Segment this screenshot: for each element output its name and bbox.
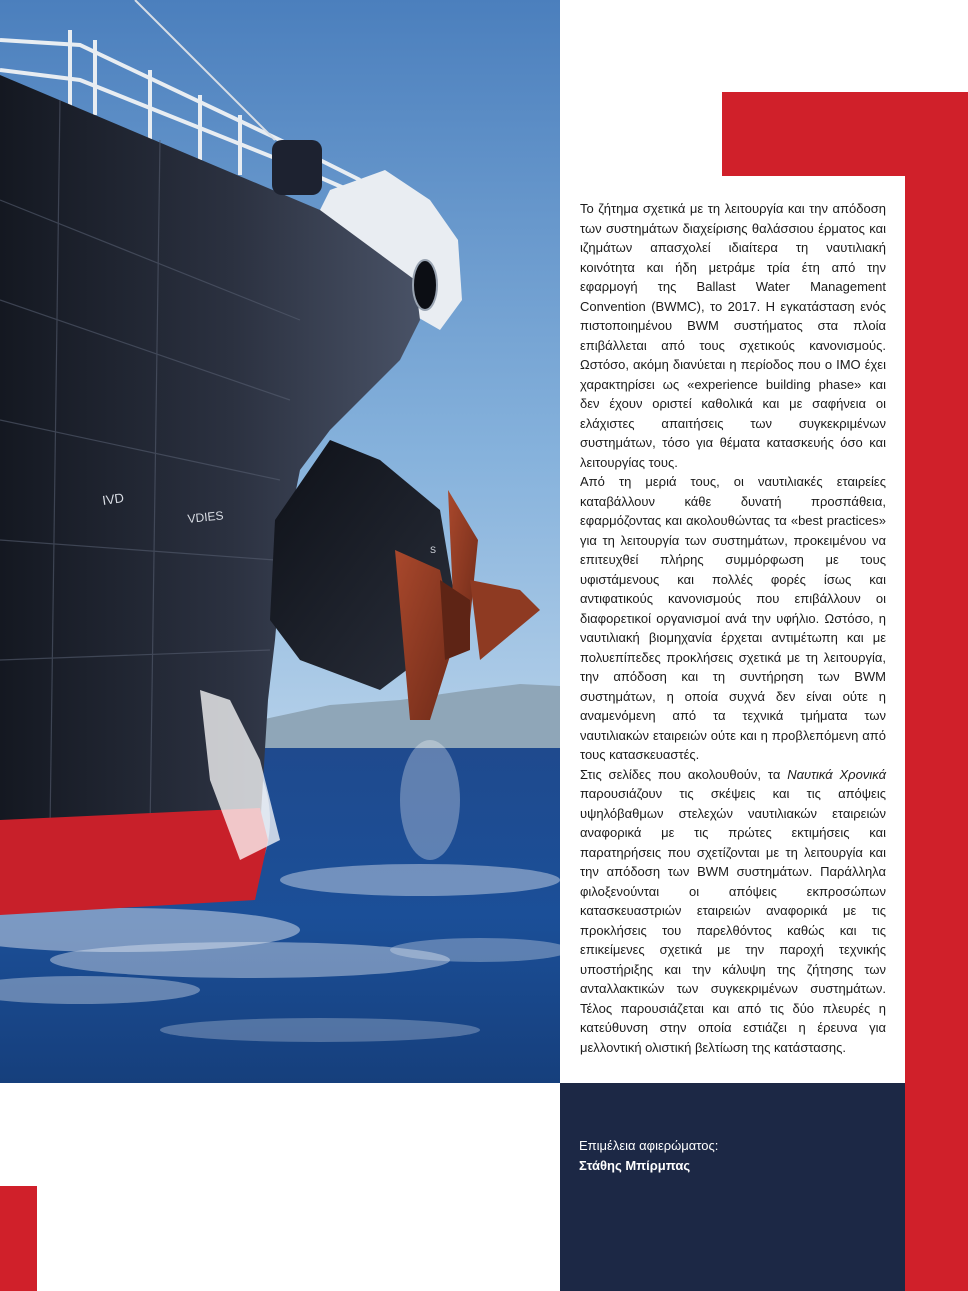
article-paragraph-2: Από τη μεριά τους, οι ναυτιλιακές εταιρείες καταβάλλουν κάθε δυνατή προσπάθεια, εφαρμόζοντας και ακολουθώντας τα «best practices» για τη λειτουργία των συστημάτων, προκειμένου να επιτευχθεί πλήρης συμμόρφωση με τους υφιστάμενους και πολλές φορές ίσως και αντιφατικούς κανονισμούς που επιβάλλουν οι διαφορετικοί οργανισμοί ανά την υφήλιο. Ωστόσο, η ναυτιλιακή βιομηχανία έρχεται αντιμέτωπη και με πολυεπίπεδες προκλήσεις σχετικά με τη λειτουργία, την απόδοση και τη συντήρηση των BWM συστημάτων, η οποία συχνά δεν είναι ούτε η αναμενόμενη από τα τεχνικά τμήματα των ναυτιλιακών εταιρειών ούτε και η προβλεπόμενη από τους κατασκευαστές. [580, 474, 886, 762]
hull-marking-vdies: VDIES [186, 508, 225, 526]
anchor-mark: S [430, 545, 437, 555]
credit-name: Στάθης Μπίρμπας [579, 1158, 691, 1173]
publication-name: Ναυτικά Χρονικά [787, 766, 886, 782]
article-paragraph-1: Το ζήτημα σχετικά με τη λειτουργία και την απόδοση των συστημάτων διαχείρισης θαλάσσιου έρματος και ιζημάτων απασχολεί ιδιαίτερα τη ναυτιλιακή κοινότητα και ήδη μετράμε τρία έτη από την εφαρμογή της Ballast Water Management Convention (BWMC), το 2017. Η εγκατάσταση ενός πιστοποιημένου BWM συστήματος στα πλοία επιβάλλεται από τους σχετικούς κανονισμούς. Ωστόσο, ακόμη διανύεται η περίοδος που ο IMO έχει χαρακτηρίσει ως «experience building phase» και δεν έχουν οριστεί καθολικά και με σαφήνεια οι ελάχιστες απαιτήσεις των συγκεκριμένων συστημάτων, τόσο για θέματα κατασκευής όσο και λειτουργίας τους. [580, 201, 886, 470]
hawse-pipe [413, 260, 437, 310]
paragraph-3-body: παρουσιάζουν τις σκέψεις και τις απόψεις υψηλόβαθμων στελεχών ναυτιλιακών εταιρειών αναφορικά με τις πρώτες εκτιμήσεις και παρατηρήσεις που σχετίζονται με τη λειτουργία και την απόδοση των BWM συστημάτων. Παράλληλα φιλοξενούνται οι απόψεις εκπροσώπων κατασκευαστριών εταιρειών αναφορικά με τις προκλήσεις του παρελθόντος καθώς και τις επικείμενες σχετικά με την παροχή τεχνικής υποστήριξης και την κάλυψη της ζήτησης των ανταλλακτικών των συγκεκριμένων συστημάτων. Τέλος παρουσιάζεται και από τις δύο πλευρές η κατεύθυνση στην οποία εστιάζει η έρευνα για μελλοντική ολιστική βελτίωση της κατάστασης. [580, 786, 886, 1055]
credit [579, 1136, 718, 1176]
ship-bow-photo [0, 0, 560, 1083]
credit-box [560, 1083, 905, 1291]
paragraph-3-intro: Στις σελίδες που ακολουθούν, τα [580, 766, 788, 782]
credit-label: Επιμέλεια αφιερώματος: [579, 1138, 719, 1153]
article-text-box [561, 176, 905, 1083]
article-paragraph-3 [580, 765, 886, 1058]
red-accent-block-left [0, 1186, 37, 1291]
hull-marking-ivd: IVD [101, 490, 125, 508]
article-body [580, 199, 886, 1057]
bow-winch [272, 140, 322, 195]
